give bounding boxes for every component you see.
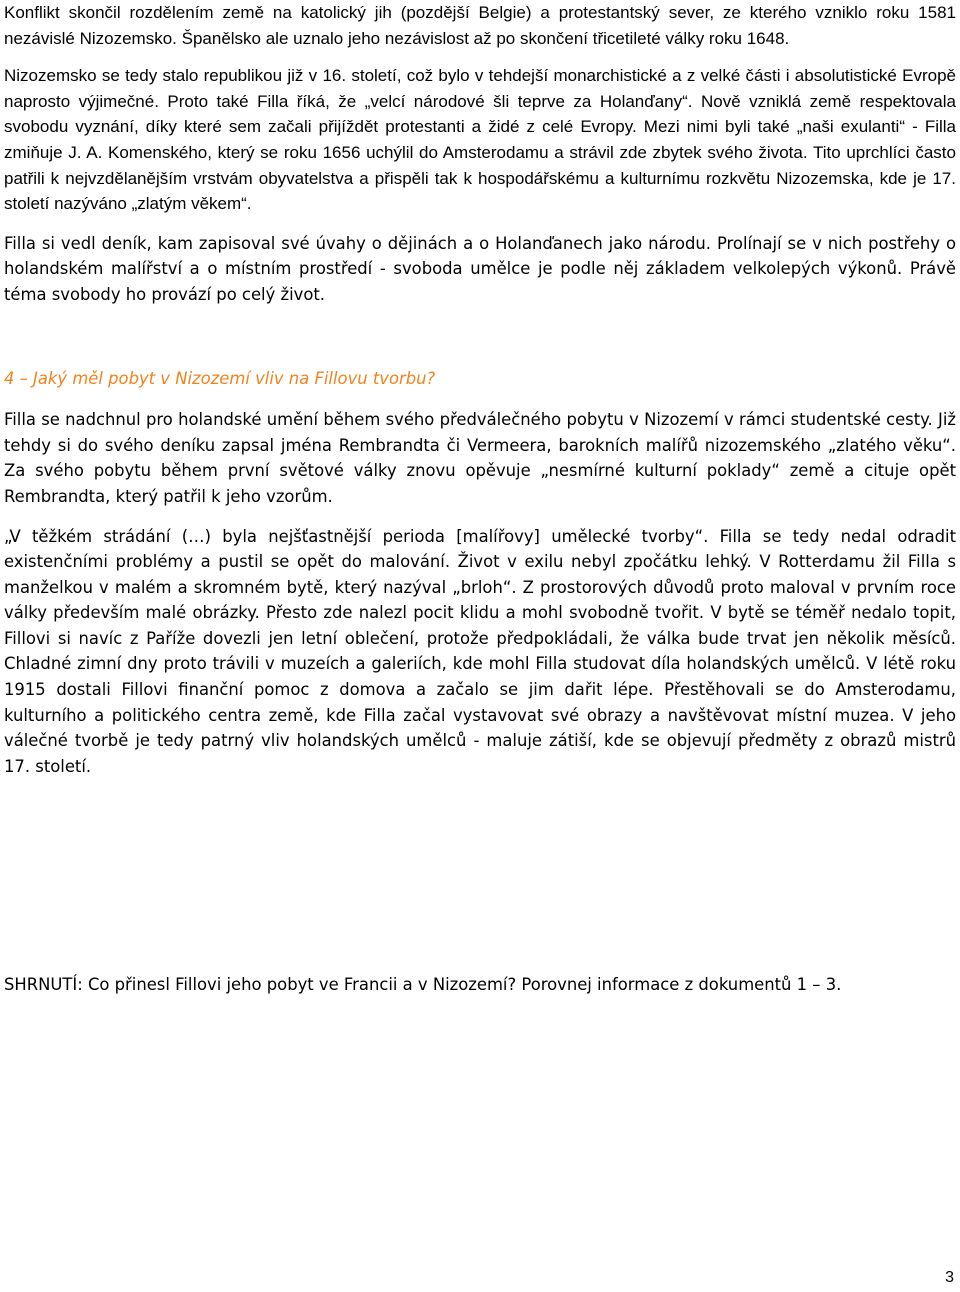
section-heading: 4 – Jaký měl pobyt v Nizozemí vliv na Fillovu tvorbu? (4, 368, 436, 388)
summary-question (4, 972, 956, 998)
section-paragraph-1: Filla se nadchnul pro holandské umění během svého předválečného pobytu v Nizozemí v rámci studentské cesty. Již tehdy si do svého deníku zapsal jména Rembrandta či Vermeera, barokních malířů nizozemského „zlatého věku“. Za svého pobytu během první světové války znovu opěvuje „nesmírné kulturní poklady“ země a cituje opět Rembrandta, který patřil k jeho vzorům. (4, 410, 956, 506)
page-number: 3 (945, 1269, 954, 1286)
intro-paragraph-3: Filla si vedl deník, kam zapisoval své úvahy o dějinách a o Holanďanech jako národu. Prolínají se v nich postřehy o holandském malířství a o místním prostředí - svoboda umělce je podle něj základem velkolepých výkonů. Právě téma svobody ho provází po celý život. (4, 233, 956, 304)
document-body (4, 0, 956, 779)
section-paragraph-2: „V těžkém strádání (…) byla nejšťastnější perioda [malířovy] umělecké tvorby“. Filla se tedy nedal odradit existenčními problémy a pustil se opět do malování. Život v exilu nebyl zpočátku lehký. V Rotterdamu žil Filla s manželkou v malém a skromném bytě, který nazýval „brloh“. Z prostorových důvodů proto maloval v prvním roce války především malé obrázky. Přesto zde nalezl pocit klidu a mohl svobodně tvořit. V bytě se téměř nedalo topit, Fillovi si navíc z Paříže dovezli jen letní oblečení, protože předpokládali, že válka bude trvat jen několik měsíců. Chladné zimní dny proto trávili v muzeích a galeriích, kde mohl Filla studovat díla holandských umělců. V létě roku 1915 dostali Fillovi finanční pomoc z domova a začalo se jim dařit lépe. Přestěhovali se do Amsterodamu, kulturního a politického centra země, kde Filla začal vystavovat své obrazy a navštěvovat místní muzea. V jeho válečné tvorbě je tedy patrný vliv holandských umělců - maluje zátiší, kde se objevují předměty z obrazů mistrů 17. století. (4, 526, 956, 776)
intro-paragraph-2: Nizozemsko se tedy stalo republikou již v 16. století, což bylo v tehdejší monarchistické a z velké části i absolutistické Evropě naprosto výjimečné. Proto také Filla říká, že „velcí národové šli teprve za Holanďany“. Nově vzniklá země respektovala svobodu vyznání, díky které sem začali přijíždět protestanti a židé z celé Evropy. Mezi nimi byli také „naši exulanti“ - Filla zmiňuje J. A. Komenského, který se roku 1656 uchýlil do Amsterodamu a strávil zde zbytek svého života. Tito uprchlíci často patřili k nejvzdělanějším vrstvám obyvatelstva a přispěli tak k hospodářskému a kulturnímu rozkvětu Nizozemska, kde je 17. století nazýváno „zlatým věkem“. (4, 66, 956, 214)
summary-text: SHRNUTÍ: Co přinesl Fillovi jeho pobyt ve Francii a v Nizozemí? Porovnej informace z dokumentů 1 – 3. (4, 975, 842, 994)
intro-paragraph-1: Konflikt skončil rozdělením země na katolický jih (pozdější Belgie) a protestantský sever, ze kterého vzniklo roku 1581 nezávislé Nizozemsko. Španělsko ale uznalo jeho nezávislost až po skončení třicetileté války roku 1648. (4, 3, 956, 48)
